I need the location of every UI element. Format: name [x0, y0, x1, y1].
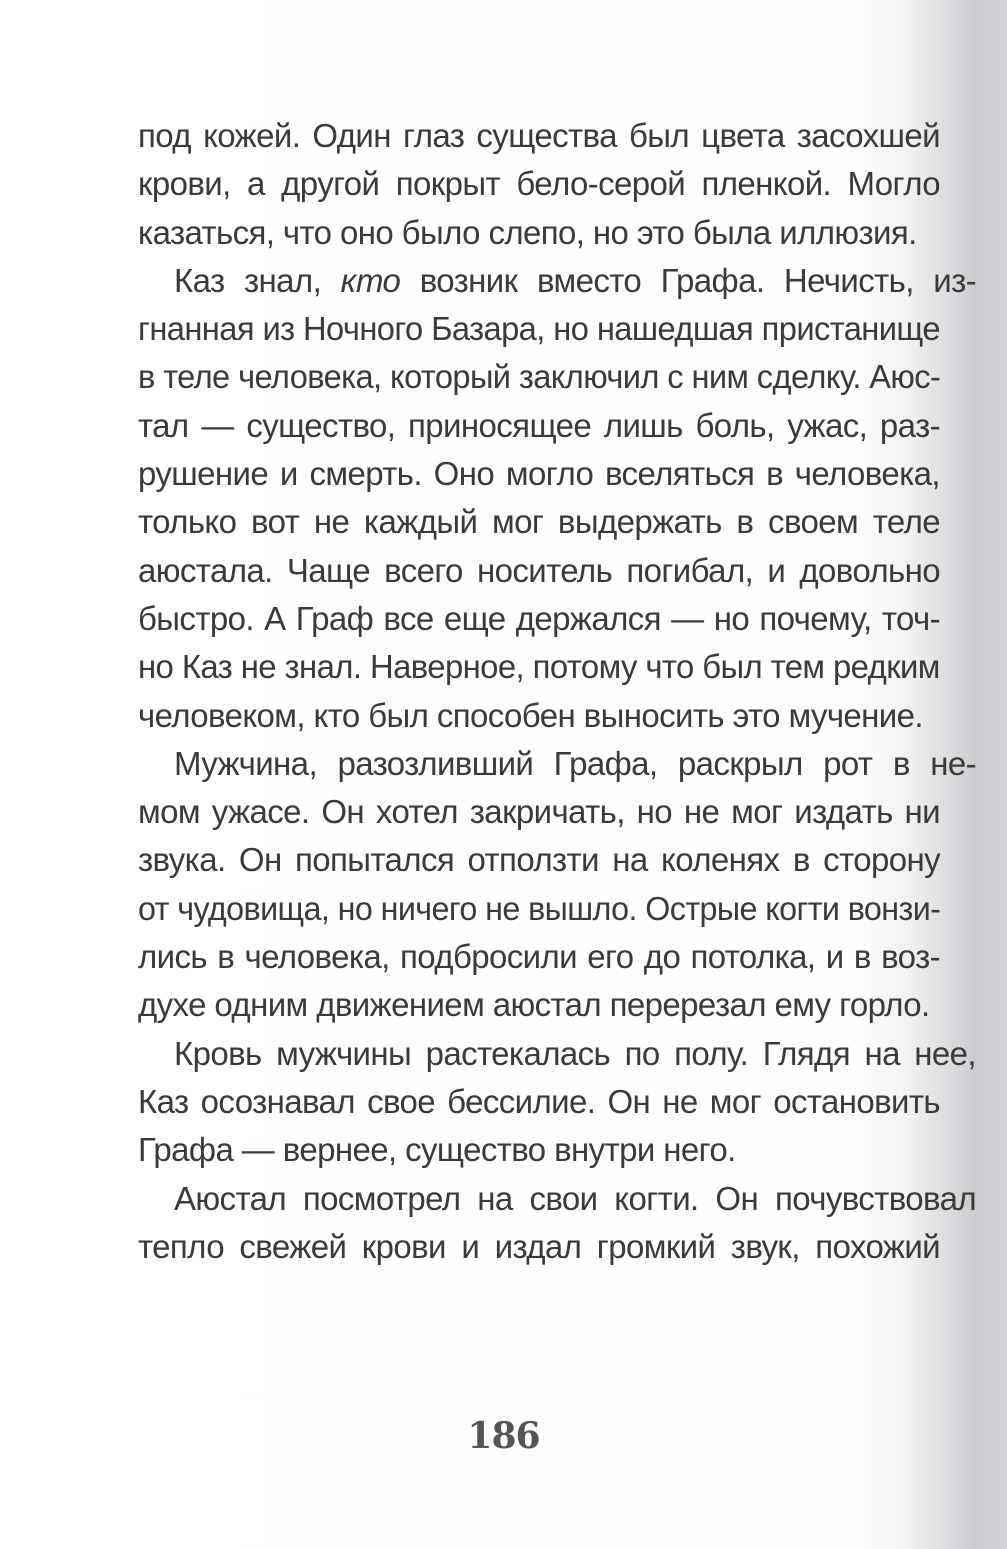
text-line: в теле человека, который заключил с ним сделку. Аюс- — [138, 358, 941, 396]
text-line: Графа — вернее, существо внутри него. — [138, 1131, 736, 1169]
text-line: Кровь мужчины растекалась по полу. Глядя на нее, — [174, 1034, 976, 1072]
text-line: гнанная из Ночного Базара, но нашедшая пристанище — [138, 310, 940, 348]
text-line: лись в человека, подбросили его до потолка, и в воз- — [138, 938, 940, 976]
text-line: звука. Он попытался отползти на коленях в сторону — [138, 841, 940, 879]
text-line: мом ужасе. Он хотел закричать, но не мог издать ни — [138, 793, 940, 831]
text-line: аюстала. Чаще всего носитель погибал, и довольно — [138, 551, 940, 589]
text-line: быстро. А Граф все еще держался — но почему, точ- — [138, 599, 940, 637]
body-text — [138, 112, 976, 1271]
text-line: но Каз не знал. Наверное, потому что был тем редким — [138, 648, 940, 686]
text-line: казаться, что оно было слепо, но это была иллюзия. — [138, 213, 917, 251]
text-line: Мужчина, разозливший Графа, раскрыл рот в не- — [174, 744, 976, 782]
text-line: рушение и смерть. Оно могло вселяться в человека, — [138, 455, 940, 493]
text-line: Каз осознавал свое бессилие. Он не мог остановить — [138, 1082, 940, 1120]
text-line: от чудовища, но ничего не вышло. Острые когти вонзи- — [138, 889, 941, 927]
emphasis: кто — [340, 261, 401, 299]
text-line: только вот не каждый мог выдержать в своем теле — [138, 503, 940, 541]
text-line: крови, а другой покрыт бело-серой пленкой. Могло — [138, 165, 940, 203]
text-line: Аюстал посмотрел на свои когти. Он почувствовал — [174, 1179, 976, 1217]
text-line: под кожей. Один глаз существа был цвета засохшей — [138, 117, 940, 154]
text-line: человеком, кто был способен выносить это мучение. — [138, 696, 923, 734]
text-line: духе одним движением аюстал перерезал ему горло. — [138, 986, 930, 1024]
text-line: тепло свежей крови и издал громкий звук, похожий — [138, 1227, 940, 1265]
text-line: Каз знал, кто возник вместо Графа. Нечисть, из- — [174, 261, 976, 299]
page-number: 186 — [467, 1415, 540, 1457]
text-line: тал — существо, приносящее лишь боль, ужас, раз- — [138, 406, 940, 444]
